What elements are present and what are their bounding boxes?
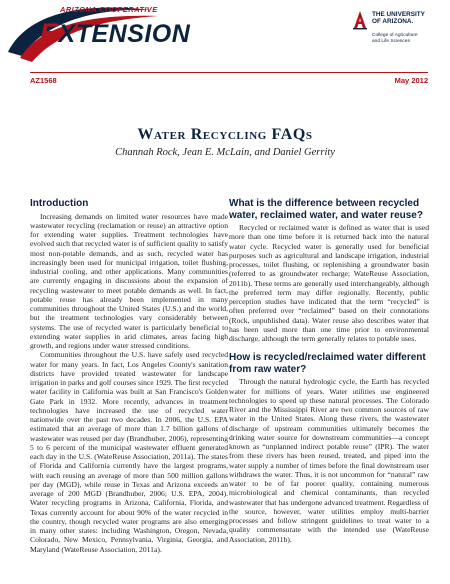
document-title: Water Recycling FAQs [137,126,313,143]
intro-paragraph-1: Increasing demands on limited water resources have made wastewater recycling (reclamation or reuse) an attractive option for extending water supplies. Treatment technologies have evolved such that recycled water is of sufficient quality to satisfy most non-potable demands, and as such, recycled water has increasingly been used for municipal irrigation, toilet flushing, industrial cooling, and other applications. Many communities are currently engaging in discussions about the expansion of recycling wastewater to meet potable demands as well. In fact, potable reuse has already been implemented in many communities throughout the United States (U.S.) and the world, but the treatment technologies vary considerably between systems. The use of recycled water is particularly beneficial to extending water supplies in arid climates, areas facing high growth, and regions under water stressed conditions. [30,211,228,350]
program-line: ARIZONA COOPERATIVE [60,5,158,14]
university-name [372,11,425,25]
raw-water-heading: How is recycled/reclaimed water different from raw water? [229,352,426,375]
raw-water-paragraph: Through the natural hydrologic cycle, the Earth has recycled water for millions of years. Water utilities use engineered technologies to speed up these natural processes. The Colorado River and the Mississippi River are two common sources of raw water in the United States. Along these rivers, the wastewater discharge of upstream communities ultimately becomes the drinking water source for downstream communities—a concept known as “unplanned indirect potable reuse” (IPR). The water from these rivers has been reused, treated, and piped into the water supply a number of times before the final downstream user withdraws the water. Thus, it is not uncommon for “natural” raw water to be of far poorer quality, containing numerous microbiological and chemical contaminants, than recycled wastewater that has undergone advanced treatment. Regardless of the source, however, water utilities employ multi-barrier processes and follow stringent guidelines to treat water to a quality commensurate with the intended use (WateReuse Association, 2011b). [229,377,429,544]
masthead [0,0,450,70]
header-rule [30,72,428,73]
college-line-2: and Life Sciences [372,38,410,44]
program-name [40,18,190,49]
right-column [229,198,429,544]
difference-heading: What is the difference between recycled water, reclaimed water, and water reuse? [229,198,423,221]
left-column [30,198,228,554]
program-name-rest: XTENSION [58,20,191,48]
publication-code: AZ1568 [30,76,57,85]
intro-paragraph-2: Communities throughout the U.S. have safely used recycled water for many years. In fact, Los Angeles County's sanitation districts have provided treated wastewater for landscape irrigation in parks and golf courses since 1929. The first recycled water facility in California was built at San Francisco's Golden Gate Park in 1932. More recently, advances in treatment technologies have increased the use of recycled water nationwide over the past two decades. In 2006, the U.S. EPA estimated that an average of more than 1.7 billion gallons of wastewater was reused per day (Brandhuber, 2006), representing 5 to 6 percent of the municipal wastewater effluent generated each day in the U.S. (WateReuse Association, 2011a). The states of Florida and California currently have the largest programs, with each reusing an average of more than 500 million gallons per day (MGD), while reuse in Texas and Arizona exceeds an average of 200 MGD (Brandhuber, 2006; U.S. EPA, 2004). Water recycling programs in Arizona, California, Florida, and Texas currently account for about 90% of the water recycled in the country, though recycled water programs are also emerging in many other states: including Washington, Oregon, Nevada, Colorado, New Mexico, Pennsylvania, Virginia, Georgia, and Maryland (WateReuse Association, 2011a). [30,350,228,554]
introduction-heading: Introduction [30,198,89,209]
difference-paragraph: Recycled or reclaimed water is defined as water that is used more than one time before it is returned back into the natural water cycle. Recycled water is generally used for beneficial purposes such as agricultural and landscape irrigation, industrial processes, toilet flushing, or replenishing a groundwater basin (referred to as groundwater recharge; WateReuse Association, 2011b). These terms are generally used interchangeably, although the preferred term may differ regionally. Recently, public perception studies have indicated that the term “recycled” is often preferred over “reclaimed” based on their connotations (Rock, unpublished data). Water reuse also describes water that has been used more than one time prior to environmental discharge, although the term generally relates to potable uses. [229,223,429,343]
publication-date: May 2012 [394,76,428,85]
university-line-1: THE UNIVERSITY [372,11,425,18]
university-line-2: OF ARIZONA. [372,18,414,25]
college-line-1: College of Agriculture [372,33,418,38]
document-authors: Channah Rock, Jean E. McLain, and Daniel Gerrity [115,147,335,158]
college-name [372,33,418,44]
program-name-initial: E [40,18,59,48]
university-a-logo-icon [352,10,368,30]
